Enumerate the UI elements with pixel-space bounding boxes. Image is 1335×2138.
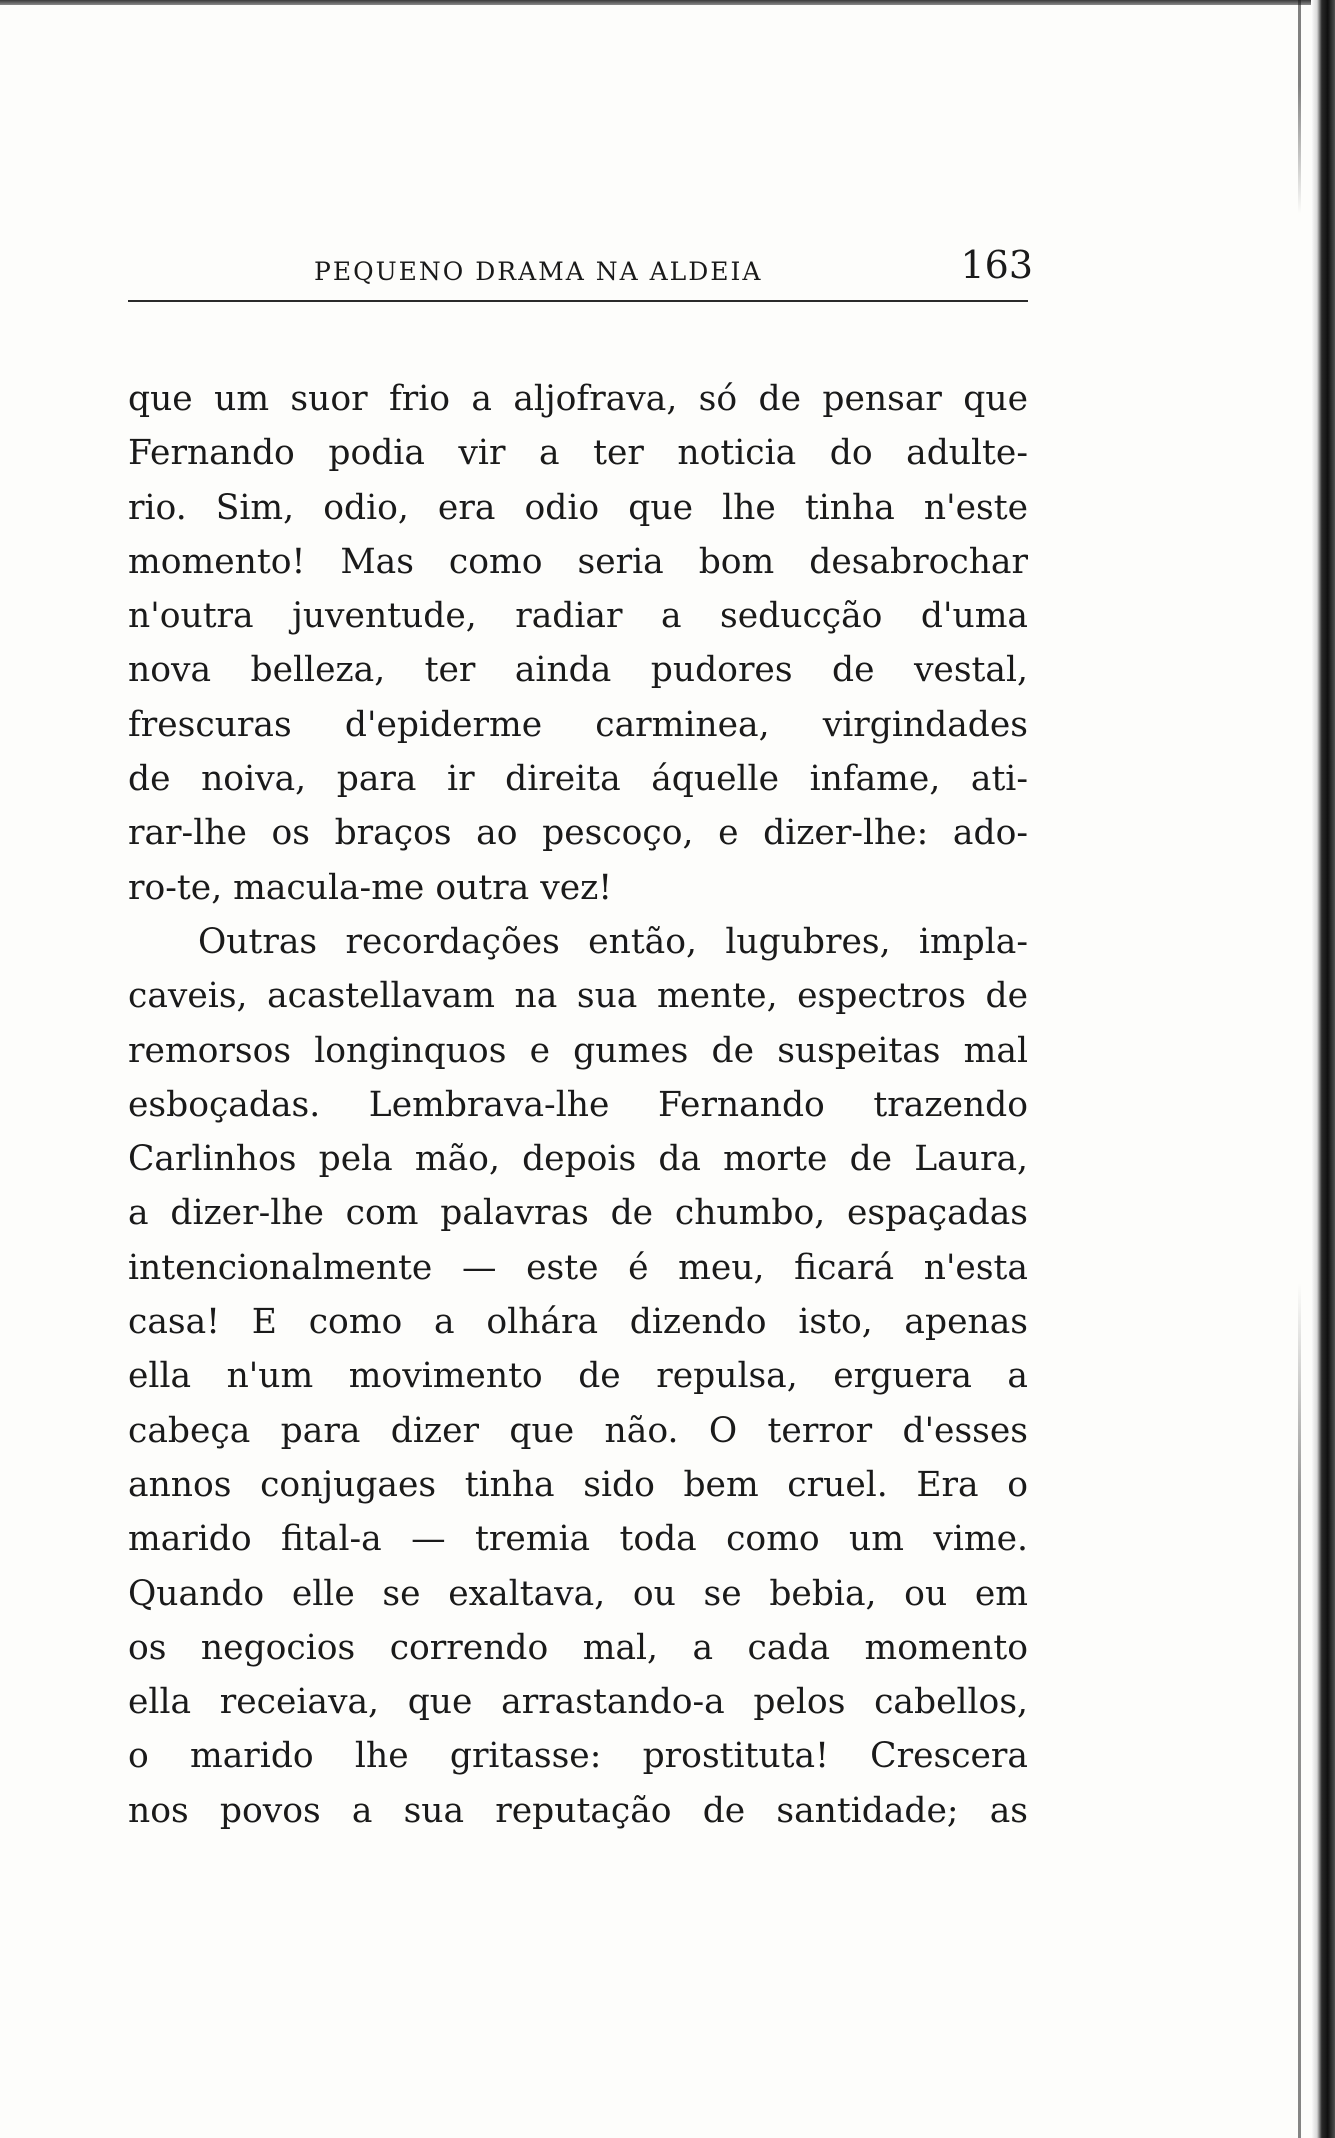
running-head — [130, 243, 1033, 303]
text-line: ella receiava, que arrastando-a pelos cabellos, — [128, 1682, 1028, 1723]
text-line: esboçadas. Lembrava-lhe Fernando trazendo — [128, 1084, 1028, 1125]
running-title: PEQUENO DRAMA NA ALDEIA — [314, 257, 763, 286]
text-line: Quando elle se exaltava, ou se bebia, ou em — [128, 1573, 1028, 1614]
text-line: n'outra juventude, radiar a seducção d'uma — [128, 596, 1028, 637]
text-line: nova belleza, ter ainda pudores de vestal, — [128, 650, 1028, 691]
text-line: annos conjugaes tinha sido bem cruel. Era o — [128, 1464, 1028, 1505]
text-line: a dizer-lhe com palavras de chumbo, espaçadas — [128, 1193, 1028, 1234]
text-line: o marido lhe gritasse: prostituta! Crescera — [128, 1736, 1028, 1777]
text-line: frescuras d'epiderme carminea, virgindades — [128, 704, 1028, 745]
text-line: marido fital-a — tremia toda como um vime. — [128, 1519, 1028, 1560]
text-line: momento! Mas como seria bom desabrochar — [128, 541, 1028, 582]
scan-edge-top — [0, 0, 1335, 5]
text-line: Carlinhos pela mão, depois da morte de Laura, — [128, 1139, 1028, 1180]
body-text — [128, 372, 1028, 1838]
text-line: nos povos a sua reputação de santidade; as — [128, 1790, 1028, 1831]
text-line: ella n'um movimento de repulsa, erguera a — [128, 1356, 1028, 1397]
text-line: que um suor frio a aljofrava, só de pensar que — [128, 379, 1028, 419]
paragraph-start-line: Outras recordações então, lugubres, impla- — [198, 921, 1028, 962]
text-line: rio. Sim, odio, era odio que lhe tinha n'este — [128, 487, 1028, 528]
text-line: Fernando podia vir a ter noticia do adulte- — [128, 433, 1028, 474]
scan-edge-right — [1311, 0, 1335, 2138]
text-line: de noiva, para ir direita áquelle infame, ati- — [128, 759, 1028, 800]
text-line: caveis, acastellavam na sua mente, espectros de — [128, 976, 1028, 1017]
text-line: cabeça para dizer que não. O terror d'esses — [128, 1410, 1028, 1451]
text-line: rar-lhe os braços ao pescoço, e dizer-lhe: ado- — [128, 813, 1028, 854]
text-line: os negocios correndo mal, a cada momento — [128, 1627, 1028, 1668]
page-number: 163 — [960, 243, 1033, 287]
text-line: remorsos longinquos e gumes de suspeitas mal — [128, 1030, 1028, 1071]
text-line: intencionalmente — este é meu, ficará n'esta — [128, 1247, 1028, 1288]
scan-edge-shadow — [1298, 0, 1301, 2138]
text-line: casa! E como a olhára dizendo isto, apenas — [128, 1302, 1028, 1343]
header-rule — [128, 300, 1028, 302]
text-line: ro-te, macula-me outra vez! — [128, 867, 613, 908]
